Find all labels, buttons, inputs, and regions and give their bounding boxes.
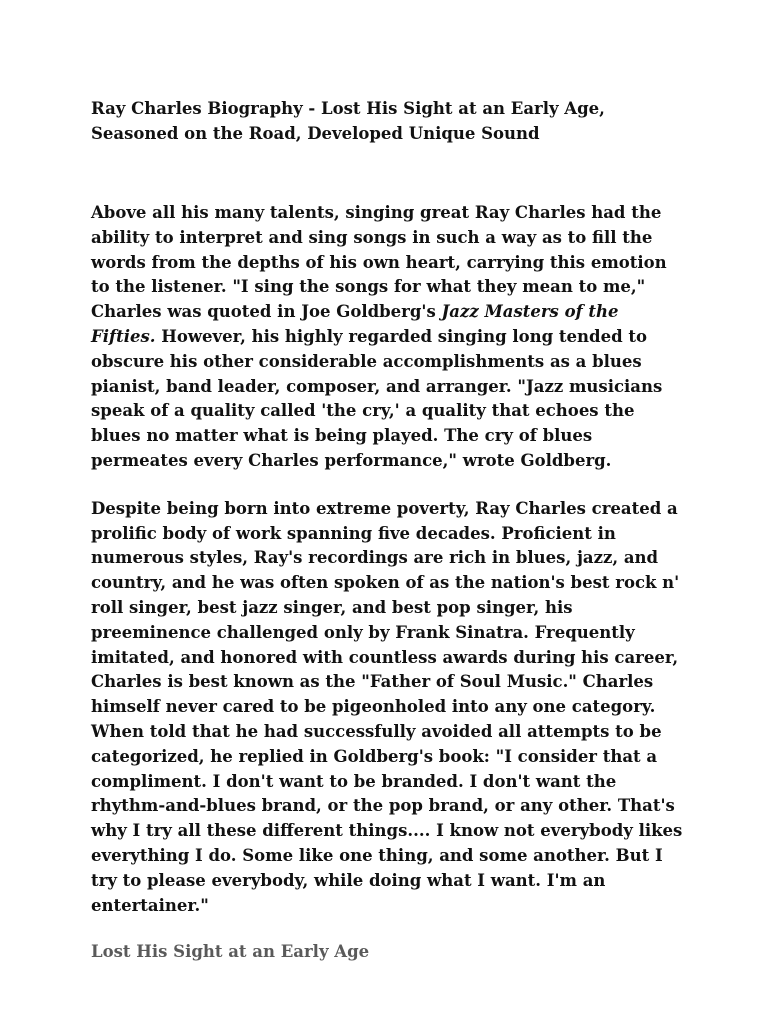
paragraph-intro-text-end: However, his highly regarded singing long tended to obscure his other considerable accomplishments as a blues pianist, band leader, composer, and arranger. "Jazz musicians speak of a quality called 'the cry,' a quality that echoes the blues no matter what is being played. The cry of blues permeates every Charles performance," wrote Goldberg. xyxy=(91,326,663,470)
document-title: Ray Charles Biography - Lost His Sight at an Early Age, Seasoned on the Road, Developed Unique Sound xyxy=(91,99,605,143)
document-page xyxy=(91,96,683,964)
book-title-italic: Jazz Masters of the Fifties. xyxy=(91,302,619,346)
section-heading: Lost His Sight at an Early Age xyxy=(91,942,370,962)
paragraph-intro xyxy=(91,201,683,474)
paragraph-career: Despite being born into extreme poverty, Ray Charles created a prolific body of work spanning five decades. Proficient in numerous styles, Ray's recordings are rich in blues, jazz, and country, and he was often spoken of as the nation's best rock n' roll singer, best jazz singer, and best pop singer, his preeminence challenged only by Frank Sinatra. Frequently imitated, and honored with countless awards during his career, Charles is best known as the "Father of Soul Music." Charles himself never cared to be pigeonholed into any one category. When told that he had successfully avoided all attempts to be categorized, he replied in Goldberg's book: "I consider that a compliment. I don't want to be branded. I don't want the rhythm-and-blues brand, or the pop brand, or any other. That's why I try all these different things.... I know not everybody likes everything I do. Some like one thing, and some another. But I try to please everybody, while doing what I want. I'm an entertainer." xyxy=(91,498,683,915)
paragraph-intro-text-start: Above all his many talents, singing great Ray Charles had the ability to interpret and sing songs in such a way as to fill the words from the depths of his own heart, carrying this emotion to the listener. "I sing the songs for what they mean to me," Charles was quoted in Joe Goldberg's xyxy=(91,203,667,322)
